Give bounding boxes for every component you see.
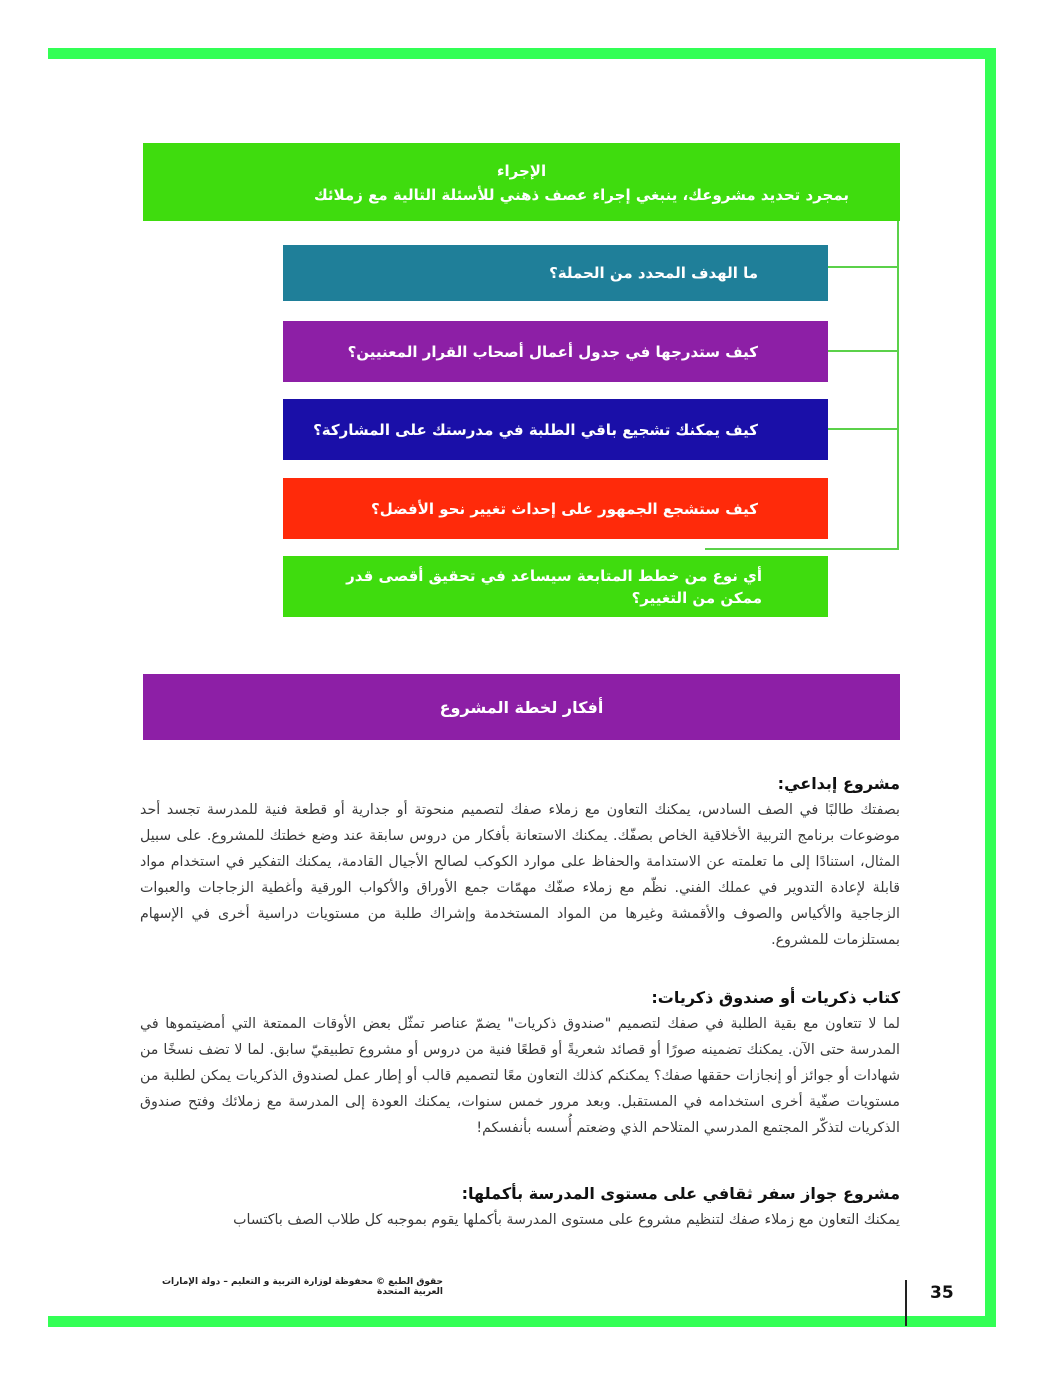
question-text: كيف ستدرجها في جدول أعمال أصحاب القرار المعنيين؟ — [347, 342, 758, 361]
page-frame-right — [985, 48, 996, 1327]
section-body: يمكنك التعاون مع زملاء صفك لتنظيم مشروع على مستوى المدرسة بأكملها يقوم بموجبه كل طلاب الصف باكتساب — [233, 1212, 900, 1228]
procedure-title: الإجراء — [496, 162, 547, 180]
footer-copyright: حقوق الطبع © محفوظة لوزارة التربية و التعليم – دولة الإمارات العربية المتحدة — [162, 1277, 443, 1297]
ideas-heading: أفكار لخطة المشروع — [439, 697, 604, 717]
procedure-subtitle: بمجرد تحديد مشروعك، ينبغي إجراء عصف ذهني للأسئلة التالية مع زملائك — [313, 186, 850, 204]
section-heading: مشروع جواز سفر ثقافي على مستوى المدرسة بأكملها: — [461, 1184, 900, 1203]
question-box-follow-up — [283, 556, 828, 617]
connector-q1 — [828, 266, 898, 268]
question-text: أي نوع من خطط المتابعة سيساعد في تحقيق أقصى قدر ممكن من التغيير؟ — [346, 566, 762, 607]
procedure-header — [143, 143, 900, 221]
page-frame-bottom — [48, 1316, 996, 1327]
question-box-goal — [283, 245, 828, 301]
question-text: كيف يمكنك تشجيع باقي الطلبة في مدرستك على المشاركة؟ — [313, 420, 758, 439]
section-heading: مشروع إبداعي: — [777, 774, 900, 793]
ideas-heading-banner — [143, 674, 900, 740]
section-body: بصفتك طالبًا في الصف السادس، يمكنك التعاون مع زملاء صفك لتصميم منحوتة أو جدارية أو قطعة فنية للمدرسة تجسد أحد موضوعات برنامج التربية الأخلاقية الخاص بصفّك. يمكنك الاستعانة بأفكار من دروس سابقة عند وضع خطتك للمشروع. على سبيل المثال، استنادًا إلى ما تعلمته عن الاستدامة والحفاظ على موارد الكوكب لصالح الأجيال القادمة، يمكنك التفكير في استخدام مواد قابلة لإعادة التدوير في عملك الفني. نظّم مع زملاء صفّك مهمّات جمع الأوراق والأكواب الورقية وأغطية الزجاجات والعبوات الزجاجية والأكياس والصوف والأقمشة وغيرها من المواد المستخدمة وإشراك طلبة من مستويات دراسية أخرى في الإسهام بمستلزمات للمشروع. — [140, 802, 900, 948]
connector-vertical — [897, 221, 899, 550]
section-body: لما لا تتعاون مع بقية الطلبة في صفك لتصميم "صندوق ذكريات" يضمّ عناصر تمثّل بعض الأوقات الممتعة التي أمضيتموها في المدرسة حتى الآن. يمكنك تضمينه صورًا أو قصائد شعريةً أو قطعًا فنية من دروس أو مشروع تطبيقيّ سابق. لما لا تضف نسخًا من شهادات أو جوائز أو إنجازات حققها صفك؟ يمكنكم كذلك التعاون معًا لتصميم قالب أو إطار عمل لصندوق الذكريات يمكن لطلبة من مستويات صفّية أخرى استخدامه في المستقبل. وبعد مرور خمس سنوات، يمكنك العودة إلى المدرسة مع زملائك وفتح صندوق الذكريات لتذكّر المجتمع المدرسي المتلاحم الذي وضعتم أُسسه بأنفسكم! — [140, 1016, 900, 1136]
question-text: ما الهدف المحدد من الحملة؟ — [549, 264, 758, 282]
page-number: 35 — [930, 1283, 954, 1303]
section-cultural-passport — [140, 1184, 900, 1233]
section-creative-project — [140, 774, 900, 953]
page-frame-top — [48, 48, 996, 59]
connector-q2 — [828, 350, 898, 352]
question-box-public-change — [283, 478, 828, 539]
section-memory-box — [140, 988, 900, 1141]
connector-q3 — [828, 428, 898, 430]
connector-q4 — [705, 548, 899, 550]
question-box-participation — [283, 399, 828, 460]
footer-divider — [905, 1280, 907, 1326]
question-box-agenda — [283, 321, 828, 382]
question-text: كيف ستشجع الجمهور على إحداث تغيير نحو الأفضل؟ — [371, 499, 758, 518]
section-heading: كتاب ذكريات أو صندوق ذكريات: — [651, 988, 900, 1007]
